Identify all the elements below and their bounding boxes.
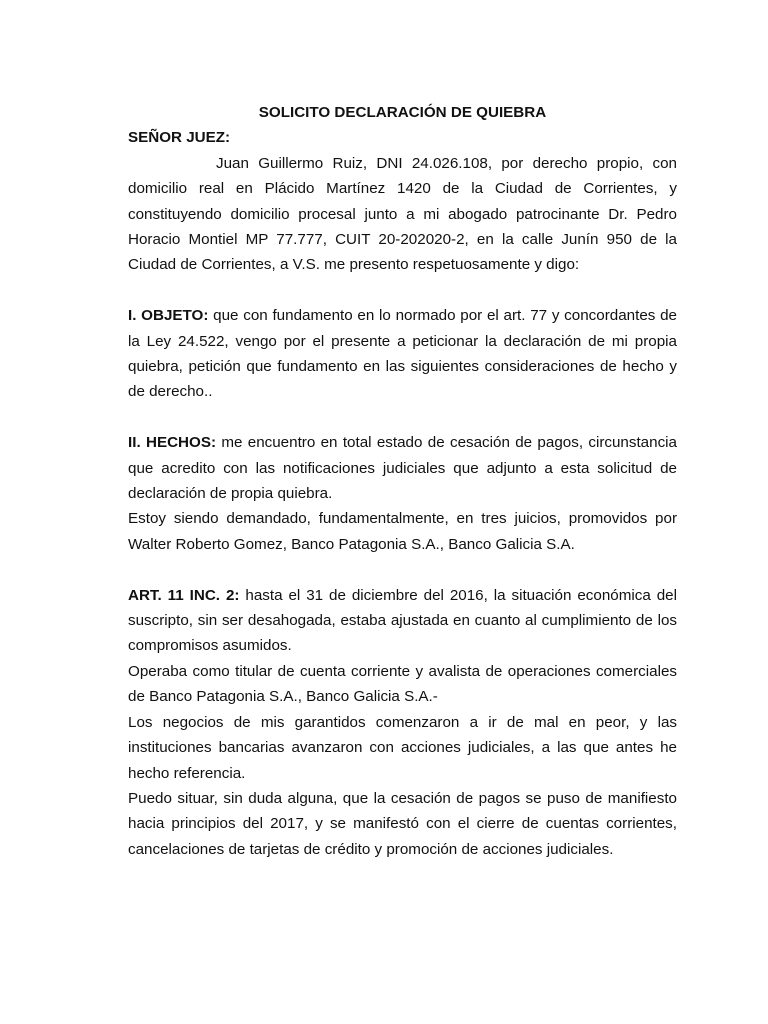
hechos-extra-paragraph: Estoy siendo demandado, fundamentalmente, en tres juicios, promovidos por Walter Roberto Gomez, Banco Patagonia S.A., Banco Galicia S.A. (128, 510, 677, 553)
art11-extra-paragraph: Los negocios de mis garantidos comenzaron a ir de mal en peor, y las instituciones bancarias avanzaron con acciones judiciales, a las que antes he hecho referencia. (128, 713, 677, 782)
section-heading-objeto: I. OBJETO: (128, 307, 209, 325)
section-heading-art11: ART. 11 INC. 2: (128, 586, 240, 604)
section-objeto-paragraph (128, 303, 677, 405)
section-hechos-paragraph (128, 430, 677, 506)
intro-paragraph: Juan Guillermo Ruiz, DNI 24.026.108, por derecho propio, con domicilio real en Plácido Martínez 1420 de la Ciudad de Corrientes, y constituyendo domicilio procesal junto a mi abogado patrocinante Dr. Pedro Horacio Montiel MP 77.777, CUIT 20-202020-2, en la calle Junín 950 de la Ciudad de Corrientes, a V.S. me presento respetuosamente y digo: (128, 154, 677, 274)
art11-extra-paragraph: Puedo situar, sin duda alguna, que la cesación de pagos se puso de manifiesto hacia principios del 2017, y se manifestó con el cierre de cuentas corrientes, cancelaciones de tarjetas de crédito y promoción de acciones judiciales. (128, 789, 677, 858)
section-heading-hechos: II. HECHOS: (128, 434, 217, 452)
document-title: SOLICITO DECLARACIÓN DE QUIEBRA (258, 104, 547, 121)
art11-extra-paragraph: Operaba como titular de cuenta corriente y avalista de operaciones comerciales de Banco Patagonia S.A., Banco Galicia S.A.- (128, 662, 677, 706)
spacer (128, 557, 677, 582)
addressee: SEÑOR JUEZ: (128, 129, 231, 147)
section-art11-paragraph (128, 583, 677, 659)
section-text-hechos: me encuentro en total estado de cesación de pagos, circunstancia que acredito con las notificaciones judiciales que adjunto a esta solicitud de declaración de propia quiebra. (128, 434, 677, 503)
spacer (128, 405, 677, 430)
section-text-art11: hasta el 31 de diciembre del 2016, la situación económica del suscripto, sin ser desahogada, estaba ajustada en cuanto al cumplimiento de los compromisos asumidos. (128, 586, 678, 655)
section-text-objeto: que con fundamento en lo normado por el art. 77 y concordantes de la Ley 24.522, vengo por el presente a peticionar la declaración de mi propia quiebra, petición que fundamento en las siguientes consideraciones de hecho y de derecho.. (128, 307, 678, 401)
document-page (128, 100, 677, 862)
spacer (128, 278, 677, 303)
